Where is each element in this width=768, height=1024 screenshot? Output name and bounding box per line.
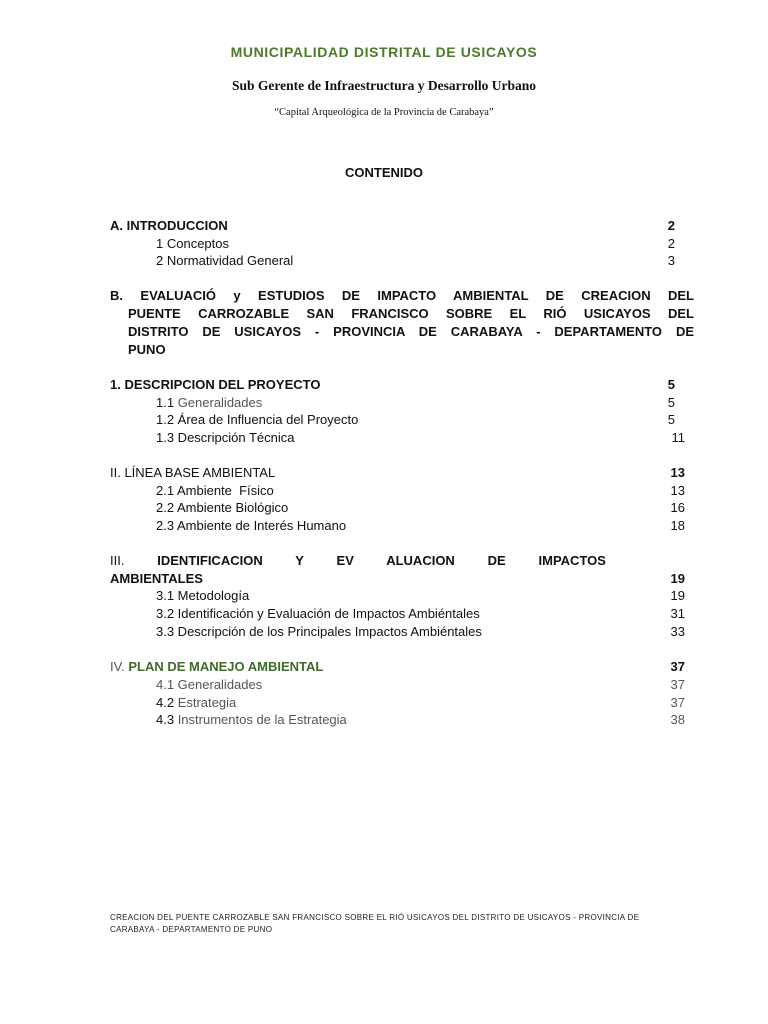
toc-page-number: 33 xyxy=(670,624,685,639)
toc-page-number: 5 xyxy=(667,395,675,410)
toc-section-b-line: B. EVALUACIÓ y ESTUDIOS DE IMPACTO AMBIENTAL DE CREACION DEL xyxy=(110,288,694,303)
toc-item-label: 4.3 Instrumentos de la Estrategia xyxy=(156,712,347,727)
toc-section-3-line1[interactable] xyxy=(110,552,606,569)
toc-item-label: 3.3 Descripción de los Principales Impactos Ambiéntales xyxy=(156,624,482,639)
toc-item-label: 3.1 Metodología xyxy=(156,588,250,603)
toc-item-label: 2.1 Ambiente Físico xyxy=(156,483,274,498)
toc-item-label: 1.1 Generalidades xyxy=(156,395,263,410)
toc-item-text: Estrategia xyxy=(177,695,237,710)
toc-page-number: 37 xyxy=(670,659,685,674)
toc-section-word: IDENTIFICACION xyxy=(157,553,263,568)
toc-item-label: 1.3 Descripción Técnica xyxy=(156,430,295,445)
motto: “Capital Arqueológica de la Provincia de Carabaya” xyxy=(274,107,494,118)
toc-section-label: II. LÍNEA BASE AMBIENTAL xyxy=(110,465,276,480)
toc-page-number: 37 xyxy=(670,677,685,692)
toc-item-label: 2 Normatividad General xyxy=(156,253,294,268)
toc-section-word: IMPACTOS xyxy=(538,553,606,568)
toc-item-label: 4.1 Generalidades xyxy=(156,677,263,692)
toc-section-label: AMBIENTALES xyxy=(110,571,203,586)
toc-page-number: 13 xyxy=(670,483,685,498)
toc-section-title: PLAN DE MANEJO AMBIENTAL xyxy=(128,659,324,674)
organization-title: MUNICIPALIDAD DISTRITAL DE USICAYOS xyxy=(230,44,538,60)
toc-item-label: 3.2 Identificación y Evaluación de Impactos Ambiéntales xyxy=(156,606,480,621)
page-footer xyxy=(110,912,690,936)
toc-section-word: DE xyxy=(487,553,506,568)
toc-page-number: 16 xyxy=(670,500,685,515)
toc-page-number: 3 xyxy=(667,253,675,268)
toc-page-number: 11 xyxy=(671,430,685,445)
footer-line: CARABAYA - DEPARTAMENTO DE PUNO xyxy=(110,925,273,934)
toc-item-label: 1.2 Área de Influencia del Proyecto xyxy=(156,412,359,427)
toc-page-number: 37 xyxy=(670,695,685,710)
toc-page-number: 5 xyxy=(667,412,675,427)
toc-page-number: 5 xyxy=(667,377,675,392)
toc-section-b-line: DISTRITO DE USICAYOS - PROVINCIA DE CARABAYA - DEPARTAMENTO DE xyxy=(128,324,694,339)
toc-section-b-line: PUNO xyxy=(128,342,166,357)
toc-section-prefix: III. xyxy=(110,553,125,568)
footer-line: CREACION DEL PUENTE CARROZABLE SAN FRANCISCO SOBRE EL RIÓ USICAYOS DEL DISTRITO DE USICAYOS - PROVINCIA DE xyxy=(110,913,640,922)
toc-item-text: Instrumentos de la Estrategia xyxy=(177,712,347,727)
toc-item-label: 4.2 Estrategia xyxy=(156,695,237,710)
toc-section-label: 1. DESCRIPCION DEL PROYECTO xyxy=(110,377,321,392)
toc-section-label: A. INTRODUCCION xyxy=(110,218,228,233)
toc-page-number: 2 xyxy=(667,218,675,233)
toc-page-number: 18 xyxy=(670,518,685,533)
toc-page-number: 19 xyxy=(670,571,685,586)
toc-section-b-line: PUENTE CARROZABLE SAN FRANCISCO SOBRE EL RIÓ USICAYOS DEL xyxy=(128,306,694,321)
toc-page-number: 2 xyxy=(667,236,675,251)
department-subtitle: Sub Gerente de Infraestructura y Desarrollo Urbano xyxy=(232,78,536,93)
toc-item-label: 2.2 Ambiente Biológico xyxy=(156,500,289,515)
toc-section-prefix: IV. xyxy=(110,659,125,674)
toc-page-number: 19 xyxy=(670,588,685,603)
toc-item-label: 1 Conceptos xyxy=(156,236,229,251)
toc-page-number: 13 xyxy=(670,465,685,480)
toc-section-word: Y xyxy=(295,553,304,568)
toc-title: CONTENIDO xyxy=(345,165,423,180)
toc-page-number: 31 xyxy=(670,606,685,621)
toc-section-b[interactable] xyxy=(110,287,694,359)
toc-item-text: Generalidades xyxy=(177,395,263,410)
toc-page-number: 38 xyxy=(670,712,685,727)
toc-section-word: EV ALUACION xyxy=(336,553,455,568)
toc-item-label: 2.3 Ambiente de Interés Humano xyxy=(156,518,347,533)
toc-section-label xyxy=(110,658,323,675)
